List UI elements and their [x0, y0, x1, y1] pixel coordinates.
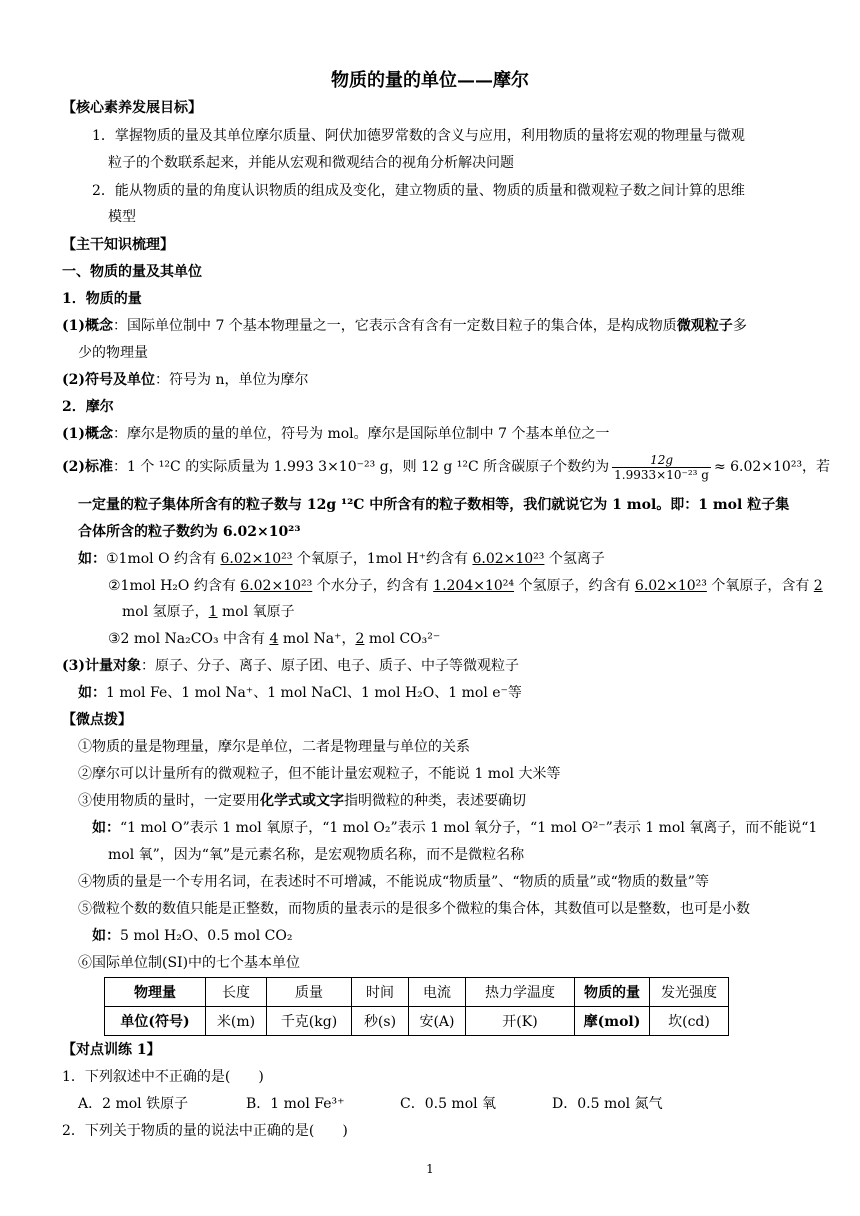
- example-2-text: mol 氧原子: [217, 604, 295, 620]
- concept-label: (1)概念: [62, 318, 113, 334]
- standard-text-end: ≈ 6.02×10²³，若: [713, 459, 831, 475]
- goal-2-line-2: 模型: [108, 209, 136, 225]
- table-cell: 开(K): [466, 1007, 575, 1036]
- tip-3-example-line-2: mol 氧”，因为“氧”是元素名称，是宏观物质名称，而不是微粒名称: [108, 847, 525, 863]
- answer-blank: 6.02×10²³: [634, 578, 707, 594]
- mole-standard-line: [62, 452, 830, 482]
- example-1: [78, 549, 605, 569]
- table-cell: 安(A): [409, 1007, 466, 1036]
- concept-text-end: 多: [732, 318, 747, 334]
- section-goals-heading: 【核心素养发展目标】: [62, 100, 202, 116]
- answer-blank: 4: [269, 631, 279, 647]
- heading-mole: 2．摩尔: [62, 399, 114, 415]
- example-3-text: mol Na⁺，: [278, 631, 356, 647]
- measurement-example: [78, 683, 522, 703]
- answer-blank: 2: [813, 578, 823, 594]
- tip-5: ⑤微粒个数的数值只能是正整数，而物质的量表示的是很多个微粒的集合体，其数值可以是整数，也可是小数: [78, 901, 750, 917]
- tip-3-example: [92, 818, 817, 838]
- section-training-heading: 【对点训练 1】: [62, 1042, 161, 1058]
- mole-concept-label: (1)概念: [62, 426, 113, 442]
- goal-2-line-1: 2．能从物质的量的角度认识物质的组成及变化，建立物质的量、物质的质量和微观粒子数之间计算的思维: [92, 183, 745, 199]
- mole-concept-line: [62, 424, 609, 444]
- heading-amount-of-substance: 1．物质的量: [62, 291, 142, 307]
- fraction: [612, 453, 711, 482]
- section-main-heading: 【主干知识梳理】: [62, 237, 174, 253]
- answer-blank: 6.02×10²³: [472, 551, 545, 567]
- example-2-text: ②1mol H₂O 约含有: [108, 578, 241, 594]
- standard-label: (2)标准: [62, 459, 113, 475]
- table-cell: 单位(符号): [105, 1007, 206, 1036]
- page-title: 物质的量的单位——摩尔: [331, 70, 529, 91]
- table-cell: 电流: [409, 978, 466, 1007]
- goal-1-line-1: 1．掌握物质的量及其单位摩尔质量、阿伏加德罗常数的含义与应用，利用物质的量将宏观的物理量与微观: [92, 128, 745, 144]
- measurement-example-text: 1 mol Fe、1 mol Na⁺、1 mol NaCl、1 mol H₂O、1 mol e⁻等: [106, 685, 522, 701]
- example-label: 如：: [92, 928, 120, 944]
- tip-4: ④物质的量是一个专用名词，在表述时不可增减，不能说成“物质量”、“物质的质量”或“物质的数量”等: [78, 874, 709, 890]
- example-label: 如：: [78, 551, 106, 567]
- standard-text: ：1 个 ¹²C 的实际质量为 1.993 3×10⁻²³ g，则 12 g ¹²C 所含碳原子个数约为: [113, 459, 610, 475]
- si-units-table: [104, 977, 729, 1036]
- tip-1: ①物质的量是物理量，摩尔是单位，二者是物理量与单位的关系: [78, 739, 470, 755]
- tip-5-example: [92, 926, 292, 946]
- tip-6: ⑥国际单位制(SI)中的七个基本单位: [78, 955, 301, 971]
- mole-concept-text: ：摩尔是物质的量的单位，符号为 mol。摩尔是国际单位制中 7 个基本单位之一: [113, 426, 610, 442]
- standard-line-3: 合体所含的粒子数约为 6.02×10²³: [78, 524, 301, 540]
- concept-bold: 微观粒子: [676, 318, 733, 334]
- answer-blank: 1: [208, 604, 218, 620]
- example-2-text: 个氧原子，含有: [706, 578, 814, 594]
- example-3-text: ③2 mol Na₂CO₃ 中含有: [108, 631, 270, 647]
- tip-5-example-text: 5 mol H₂O、0.5 mol CO₂: [120, 928, 293, 944]
- table-cell: 秒(s): [352, 1007, 409, 1036]
- answer-blank: 6.02×10²³: [240, 578, 313, 594]
- example-label: 如：: [78, 685, 106, 701]
- example-2: [108, 576, 823, 596]
- concept-line-2: 少的物理量: [78, 345, 148, 361]
- table-cell: 物质的量: [575, 978, 650, 1007]
- table-cell: 热力学温度: [466, 978, 575, 1007]
- symbol-unit-text: ：符号为 n，单位为摩尔: [155, 372, 309, 388]
- fraction-denominator: 1.9933×10⁻²³ g: [614, 467, 709, 482]
- measurement-object-line: [62, 656, 519, 676]
- table-cell: 物理量: [105, 978, 206, 1007]
- table-cell: 千克(kg): [267, 1007, 352, 1036]
- tip-3-example-text: “1 mol O”表示 1 mol 氧原子，“1 mol O₂”表示 1 mol 氧分子，“1 mol O²⁻”表示 1 mol 氧离子，而不能说“1: [120, 820, 818, 836]
- question-1-option-a: A．2 mol 铁原子: [78, 1096, 189, 1112]
- table-cell: 质量: [267, 978, 352, 1007]
- question-1: 1．下列叙述中不正确的是( ): [62, 1069, 264, 1085]
- tip-3-text: 指明微粒的种类，表述要确切: [344, 793, 526, 809]
- table-cell: 坎(cd): [650, 1007, 729, 1036]
- symbol-unit-label: (2)符号及单位: [62, 372, 155, 388]
- answer-blank: 2: [355, 631, 365, 647]
- table-cell: 摩(mol): [575, 1007, 650, 1036]
- example-2-line-2: [122, 602, 295, 622]
- section-tips-heading: 【微点拨】: [62, 712, 132, 728]
- symbol-unit-line: [62, 370, 308, 390]
- table-cell: 米(m): [206, 1007, 267, 1036]
- tip-3-bold: 化学式或文字: [260, 793, 344, 809]
- question-1-option-d: D．0.5 mol 氮气: [552, 1096, 663, 1112]
- goal-1-line-2: 粒子的个数联系起来，并能从宏观和微观结合的视角分析解决问题: [108, 155, 514, 171]
- answer-blank: 6.02×10²³: [220, 551, 293, 567]
- standard-line-2: 一定量的粒子集体所含有的粒子数与 12g ¹²C 中所含有的粒子数相等，我们就说它为 1 mol。即：1 mol 粒子集: [78, 497, 790, 513]
- table-row: [105, 978, 729, 1007]
- table-cell: 长度: [206, 978, 267, 1007]
- example-1-text: ①1mol O 约含有: [106, 551, 221, 567]
- example-2-text: mol 氢原子，: [122, 604, 209, 620]
- page-number: 1: [426, 1162, 434, 1176]
- question-1-option-c: C．0.5 mol 氧: [400, 1096, 497, 1112]
- table-row: [105, 1007, 729, 1036]
- question-2: 2．下列关于物质的量的说法中正确的是( ): [62, 1123, 348, 1139]
- measurement-object-label: (3)计量对象: [62, 658, 141, 674]
- example-2-text: 个氢原子，约含有: [514, 578, 635, 594]
- table-cell: 时间: [352, 978, 409, 1007]
- example-3-text: mol CO₃²⁻: [364, 631, 441, 647]
- example-label: 如：: [92, 820, 120, 836]
- example-1-text: 个氢离子: [544, 551, 605, 567]
- question-1-option-b: B．1 mol Fe³⁺: [246, 1096, 345, 1112]
- example-2-text: 个水分子，约含有: [312, 578, 434, 594]
- concept-text: ：国际单位制中 7 个基本物理量之一，它表示含有含有一定数目粒子的集合体，是构成物质: [113, 318, 677, 334]
- tip-3: [78, 791, 526, 811]
- concept-line: [62, 316, 747, 336]
- table-cell: 发光强度: [650, 978, 729, 1007]
- answer-blank: 1.204×10²⁴: [433, 578, 515, 594]
- example-3: [108, 629, 440, 649]
- example-1-text: 个氧原子，1mol H⁺约含有: [292, 551, 473, 567]
- measurement-object-text: ：原子、分子、离子、原子团、电子、质子、中子等微观粒子: [141, 658, 519, 674]
- tip-2: ②摩尔可以计量所有的微观粒子，但不能计量宏观粒子，不能说 1 mol 大米等: [78, 766, 561, 782]
- heading-part-1: 一、物质的量及其单位: [62, 264, 202, 280]
- tip-3-text: ③使用物质的量时，一定要用: [78, 793, 260, 809]
- fraction-numerator: 12g: [612, 453, 711, 468]
